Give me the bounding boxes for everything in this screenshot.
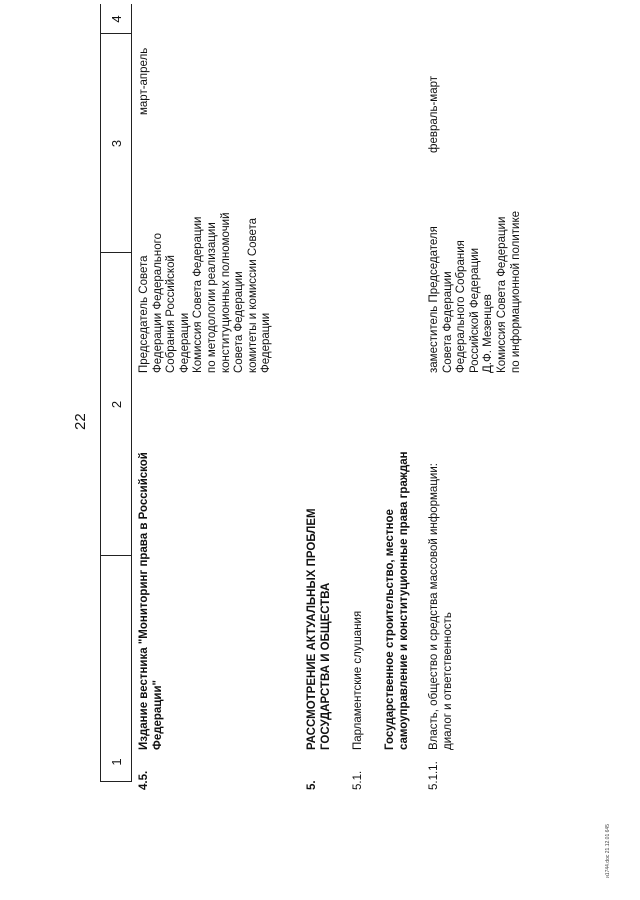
row-number: 5. <box>306 780 318 790</box>
column-header-4: 4 <box>108 15 124 23</box>
row-term: март-апрель <box>138 47 150 115</box>
column-header-2: 2 <box>108 400 124 409</box>
row-number: 4.5. <box>138 770 150 790</box>
row-number: 5.1.1. <box>428 761 440 790</box>
row-title: Парламентские слушания <box>352 610 364 750</box>
row-responsible: Председатель Совета Федерации Федерального Собрания Российской Федерации Комиссия Совета Федерации по методологии реализации конституционных полномочий Совета Федерации комитеты и комиссии Совета Федерации <box>138 212 273 373</box>
row-term: февраль-март <box>428 75 440 153</box>
page-number: 22 <box>72 413 89 430</box>
row-title: Власть, общество и средства массовой информации: диалог и ответственность <box>428 463 454 750</box>
footer-mark: и1744.doc 21.12.01 645 <box>605 824 611 878</box>
column-header-3: 3 <box>108 139 124 148</box>
column-header-1: 1 <box>108 758 124 766</box>
row-title: Государственное строительство, местное самоуправление и конституционные права граждан <box>384 451 410 750</box>
row-title: Издание вестника "Мониторинг права в Российской Федерации" <box>138 452 164 750</box>
table-header <box>100 4 132 782</box>
row-title: РАССМОТРЕНИЕ АКТУАЛЬНЫХ ПРОБЛЕМ ГОСУДАРСТВА И ОБЩЕСТВА <box>306 508 332 750</box>
row-responsible: заместитель Председателя Совета Федерации Федерального Собрания Российской Федерации Д.Ф. Мезенцев Комиссия Совета Федерации по информационной политике <box>428 210 522 373</box>
row-number: 5.1. <box>352 770 364 790</box>
